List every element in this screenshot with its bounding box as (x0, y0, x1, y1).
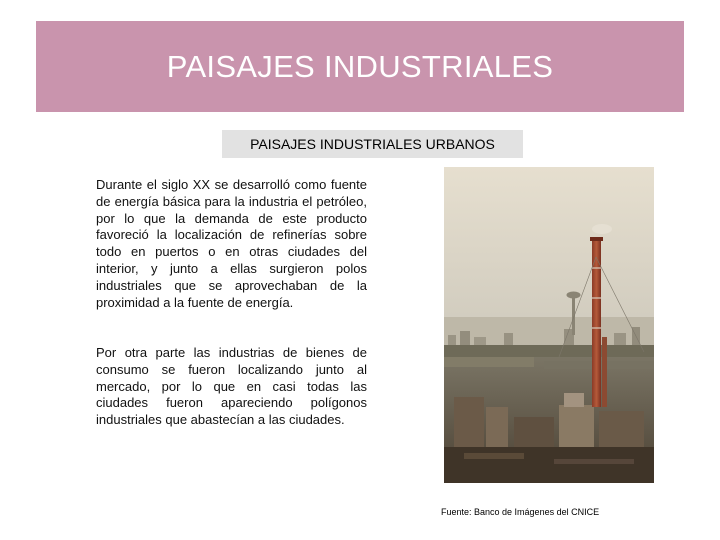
industrial-landscape-photo (444, 167, 654, 483)
title-banner (36, 21, 684, 112)
image-caption: Fuente: Banco de Imágenes del CNICE (441, 507, 600, 517)
subtitle-box (222, 130, 523, 158)
slide-title: PAISAJES INDUSTRIALES (166, 48, 554, 84)
industrial-landscape-image (444, 167, 654, 483)
body-paragraph-2: Por otra parte las industrias de bienes de consumo se fueron localizando junto al mercado, por lo que en casi todas las ciudades fueron apareciendo polígonos industriales que abastecían a las ciudades. (96, 345, 367, 428)
body-paragraph-1: Durante el siglo XX se desarrolló como fuente de energía básica para la industria el petróleo, por lo que la demanda de este producto favoreció la localización de refinerías sobre todo en puertos o en otras ciudades del interior, y junto a ellas surgieron polos industriales que se aprovechaban de la proximidad a la fuente de energía. (96, 177, 367, 310)
slide-subtitle: PAISAJES INDUSTRIALES URBANOS (250, 136, 495, 152)
